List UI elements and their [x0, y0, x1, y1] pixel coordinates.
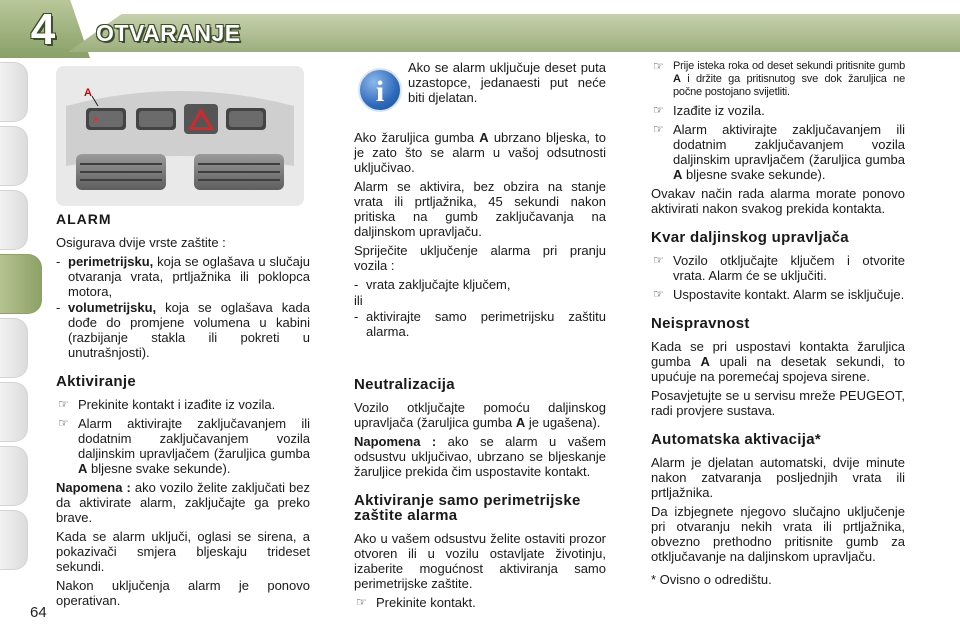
pointing-hand-icon: ☞: [58, 397, 69, 411]
alarm-heading: ALARM: [56, 211, 112, 227]
paragraph: Kada se alarm uključi, oglasi se sirena, a pokazivači smjera bljeskaju trideset sekundi.: [56, 529, 310, 574]
chapter-side-tabs: [0, 62, 40, 574]
paragraph: Ovakav način rada alarma morate ponovo aktivirati nakon svakog prekida kontakta.: [651, 186, 905, 216]
or-text: ili: [354, 293, 363, 308]
column-2: [354, 60, 606, 614]
pointing-hand-icon: ☞: [653, 287, 664, 301]
list-item: - aktivirajte samo perimetrijsku zaštitu alarma.: [354, 309, 606, 339]
footnote: * Ovisno o odredištu.: [651, 572, 772, 587]
list-item: ☞ Prije isteka roka od deset sekundi pritisnite gumb A i držite ga pritisnutog sve dok žaruljica ne počne postojano svijetliti.: [653, 59, 905, 98]
info-icon: i: [358, 68, 402, 112]
list-item: ☞ Uspostavite kontakt. Alarm se isključuje.: [653, 287, 905, 302]
dashboard-illustration: [56, 66, 304, 206]
perimetric-term: perimetrijsku,: [68, 254, 154, 269]
paragraph: Alarm je djelatan automatski, dvije minute nakon zatvaranja posljednjih vrata ili prtljažnika.: [651, 455, 905, 500]
side-tab[interactable]: [0, 510, 28, 570]
list-item: - volumetrijsku, koja se oglašava kada dođe do promjene volumena u kabini (razbijanje stakla ili pokreti u unutrašnjosti).: [56, 300, 310, 360]
perimetric-only-heading: Aktiviranje samo perimetrijske zaštite alarma: [354, 492, 581, 524]
neispravnost-heading: Neispravnost: [651, 315, 750, 332]
chapter-number: 4: [30, 5, 56, 54]
paragraph: Vozilo otključajte pomoću daljinskog upravljača (žaruljica gumba A je ugašena).: [354, 400, 606, 430]
paragraph: Da izbjegnete njegovo slučajno uključenje pri otvaranju nekih vrata ili prtljažnika, obvezno prethodno pritisnite gumb za otključavanje na daljinskom upravljaču.: [651, 504, 905, 564]
paragraph: Nakon uključenja alarm je ponovo operativan.: [56, 578, 310, 608]
side-tab-active[interactable]: [0, 254, 42, 314]
pointing-hand-icon: ☞: [653, 103, 664, 117]
paragraph: Ako žaruljica gumba A ubrzano bljeska, to je zato što se alarm u vašoj odsutnosti uključivao.: [354, 130, 607, 175]
page-title: OTVARANJE: [96, 20, 241, 46]
column-1: [56, 60, 310, 612]
paragraph: Posavjetujte se u servisu mreže PEUGEOT, radi provjere sustava.: [651, 388, 905, 418]
paragraph: Alarm se aktivira, bez obzira na stanje vrata ili prtljažnika, 45 sekundi nakon pritiska na gumb zaključavanja na daljinskom upravljaču.: [354, 179, 606, 239]
paragraph: Spriječite uključenje alarma pri pranju vozila :: [354, 243, 606, 273]
list-item: ☞ Izađite iz vozila.: [653, 103, 765, 118]
side-tab[interactable]: [0, 318, 28, 378]
dashboard-buttons-image: [56, 66, 304, 206]
figure-label-a: A: [84, 87, 92, 99]
pointing-hand-icon: ☞: [653, 122, 664, 136]
kvar-heading: Kvar daljinskog upravljača: [651, 229, 849, 246]
info-text: Ako se alarm uključuje deset puta uzastopce, jedanaesti put neće biti djelatan.: [408, 60, 606, 105]
list-item: ☞ Vozilo otključajte ključem i otvorite vrata. Alarm će se uključiti.: [653, 253, 905, 283]
auto-activation-heading: Automatska aktivacija*: [651, 431, 822, 448]
pointing-hand-icon: ☞: [58, 416, 69, 430]
neutralizacija-heading: Neutralizacija: [354, 376, 455, 393]
pointing-hand-icon: ☞: [356, 595, 367, 609]
list-item: - perimetrijsku, koja se oglašava u slučaju otvaranja vrata, prtljažnika ili poklopca motora,: [56, 254, 310, 299]
list-item: ☞ Prekinite kontakt i izađite iz vozila.: [58, 397, 276, 412]
list-item: - vrata zaključajte ključem,: [354, 277, 511, 292]
side-tab[interactable]: [0, 446, 28, 506]
paragraph: Kada se pri uspostavi kontakta žaruljica gumba A upali na desetak sekundi, to upućuje na poremećaj spojeva sirene.: [651, 339, 905, 384]
info-box: [354, 60, 606, 124]
list-item: ☞ Alarm aktivirajte zaključavanjem ili dodatnim zaključavanjem vozila daljinskim upravljačem (žaruljica gumba A bljesne svake sekunde).: [653, 122, 905, 182]
side-tab[interactable]: [0, 62, 28, 122]
note-paragraph: Napomena : ako se alarm u vašem odsustvu uključivao, ubrzano se bljeskanje žaruljice prekida čim uspostavite kontakt.: [354, 434, 606, 479]
pointing-hand-icon: ☞: [653, 59, 664, 73]
page-number: 64: [30, 604, 47, 621]
side-tab[interactable]: [0, 382, 28, 442]
list-item: ☞ Prekinite kontakt.: [356, 595, 476, 610]
note-paragraph: Napomena : ako vozilo želite zaključati bez da aktivirate alarm, zaključajte ga preko brave.: [56, 480, 310, 525]
paragraph: Ako u vašem odsustvu želite ostaviti prozor otvoren ili u vozilu ostavljate životinju, izaberite mogućnost aktiviranja samo perimetrijske zaštite.: [354, 531, 606, 591]
alarm-intro: Osigurava dvije vrste zaštite :: [56, 235, 226, 250]
column-3: [651, 60, 905, 591]
side-tab[interactable]: [0, 126, 28, 186]
volumetric-text: koja se oglašava kada dođe do promjene volumena u kabini (razbijanje stakla ili pokreti u unutrašnjosti).: [68, 300, 310, 360]
side-tab[interactable]: [0, 190, 28, 250]
list-item: ☞ Alarm aktivirajte zaključavanjem ili dodatnim zaključavanjem vozila daljinskim upravljačem (žaruljica gumba A bljesne svake sekunde).: [58, 416, 310, 476]
volumetric-term: volumetrijsku,: [68, 300, 157, 315]
aktiviranje-heading: Aktiviranje: [56, 373, 136, 390]
pointing-hand-icon: ☞: [653, 253, 664, 267]
perimetric-text: koja se oglašava u slučaju otvaranja vrata, prtljažnika ili poklopca motora,: [68, 254, 310, 299]
